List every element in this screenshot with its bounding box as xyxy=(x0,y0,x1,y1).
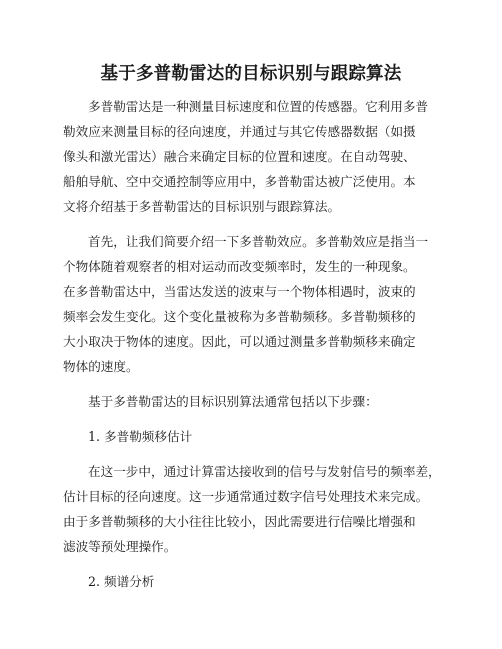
paragraph-2-line-2: 个物体随着观察者的相对运动而改变频率时，发生的一种现象。 xyxy=(63,259,416,274)
paragraph-4-line-2: 估计目标的径向速度。这一步通常通过数字信号处理技术来完成。 xyxy=(63,489,429,504)
paragraph-1-line-4: 船舶导航、空中交通控制等应用中，多普勒雷达被广泛使用。本 xyxy=(63,174,416,189)
paragraph-1-line-1: 多普勒雷达是一种测量目标速度和位置的传感器。它利用多普 xyxy=(88,99,429,114)
paragraph-3-line-1: 基于多普勒雷达的目标识别算法通常包括以下步骤： xyxy=(88,394,378,409)
step-2-heading: 2. 频谱分析 xyxy=(88,574,155,589)
paragraph-1-line-3: 像头和激光雷达）融合来确定目标的位置和速度。在自动驾驶、 xyxy=(63,149,416,164)
paragraph-2-line-4: 频率会发生变化。这个变化量被称为多普勒频移。多普勒频移的 xyxy=(63,309,416,324)
paragraph-4-line-3: 由于多普勒频移的大小往往比较小，因此需要进行信噪比增强和 xyxy=(63,514,416,529)
document-title: 基于多普勒雷达的目标识别与跟踪算法 xyxy=(100,64,402,84)
paragraph-2-line-3: 在多普勒雷达中，当雷达发送的波束与一个物体相遇时，波束的 xyxy=(63,284,416,299)
paragraph-2-line-5: 大小取决于物体的速度。因此，可以通过测量多普勒频移来确定 xyxy=(63,334,416,349)
paragraph-2-line-6: 物体的速度。 xyxy=(63,359,139,374)
paragraph-1-line-5: 文将介绍基于多普勒雷达的目标识别与跟踪算法。 xyxy=(63,199,341,214)
step-1-heading: 1. 多普勒频移估计 xyxy=(88,429,193,444)
paragraph-2-line-1: 首先，让我们简要介绍一下多普勒效应。多普勒效应是指当一 xyxy=(88,234,429,249)
paragraph-4-line-1: 在这一步中，通过计算雷达接收到的信号与发射信号的频率差， xyxy=(88,464,441,479)
paragraph-4-line-4: 滤波等预处理操作。 xyxy=(63,539,177,554)
paragraph-1-line-2: 勒效应来测量目标的径向速度，并通过与其它传感器数据（如摄 xyxy=(63,124,416,139)
